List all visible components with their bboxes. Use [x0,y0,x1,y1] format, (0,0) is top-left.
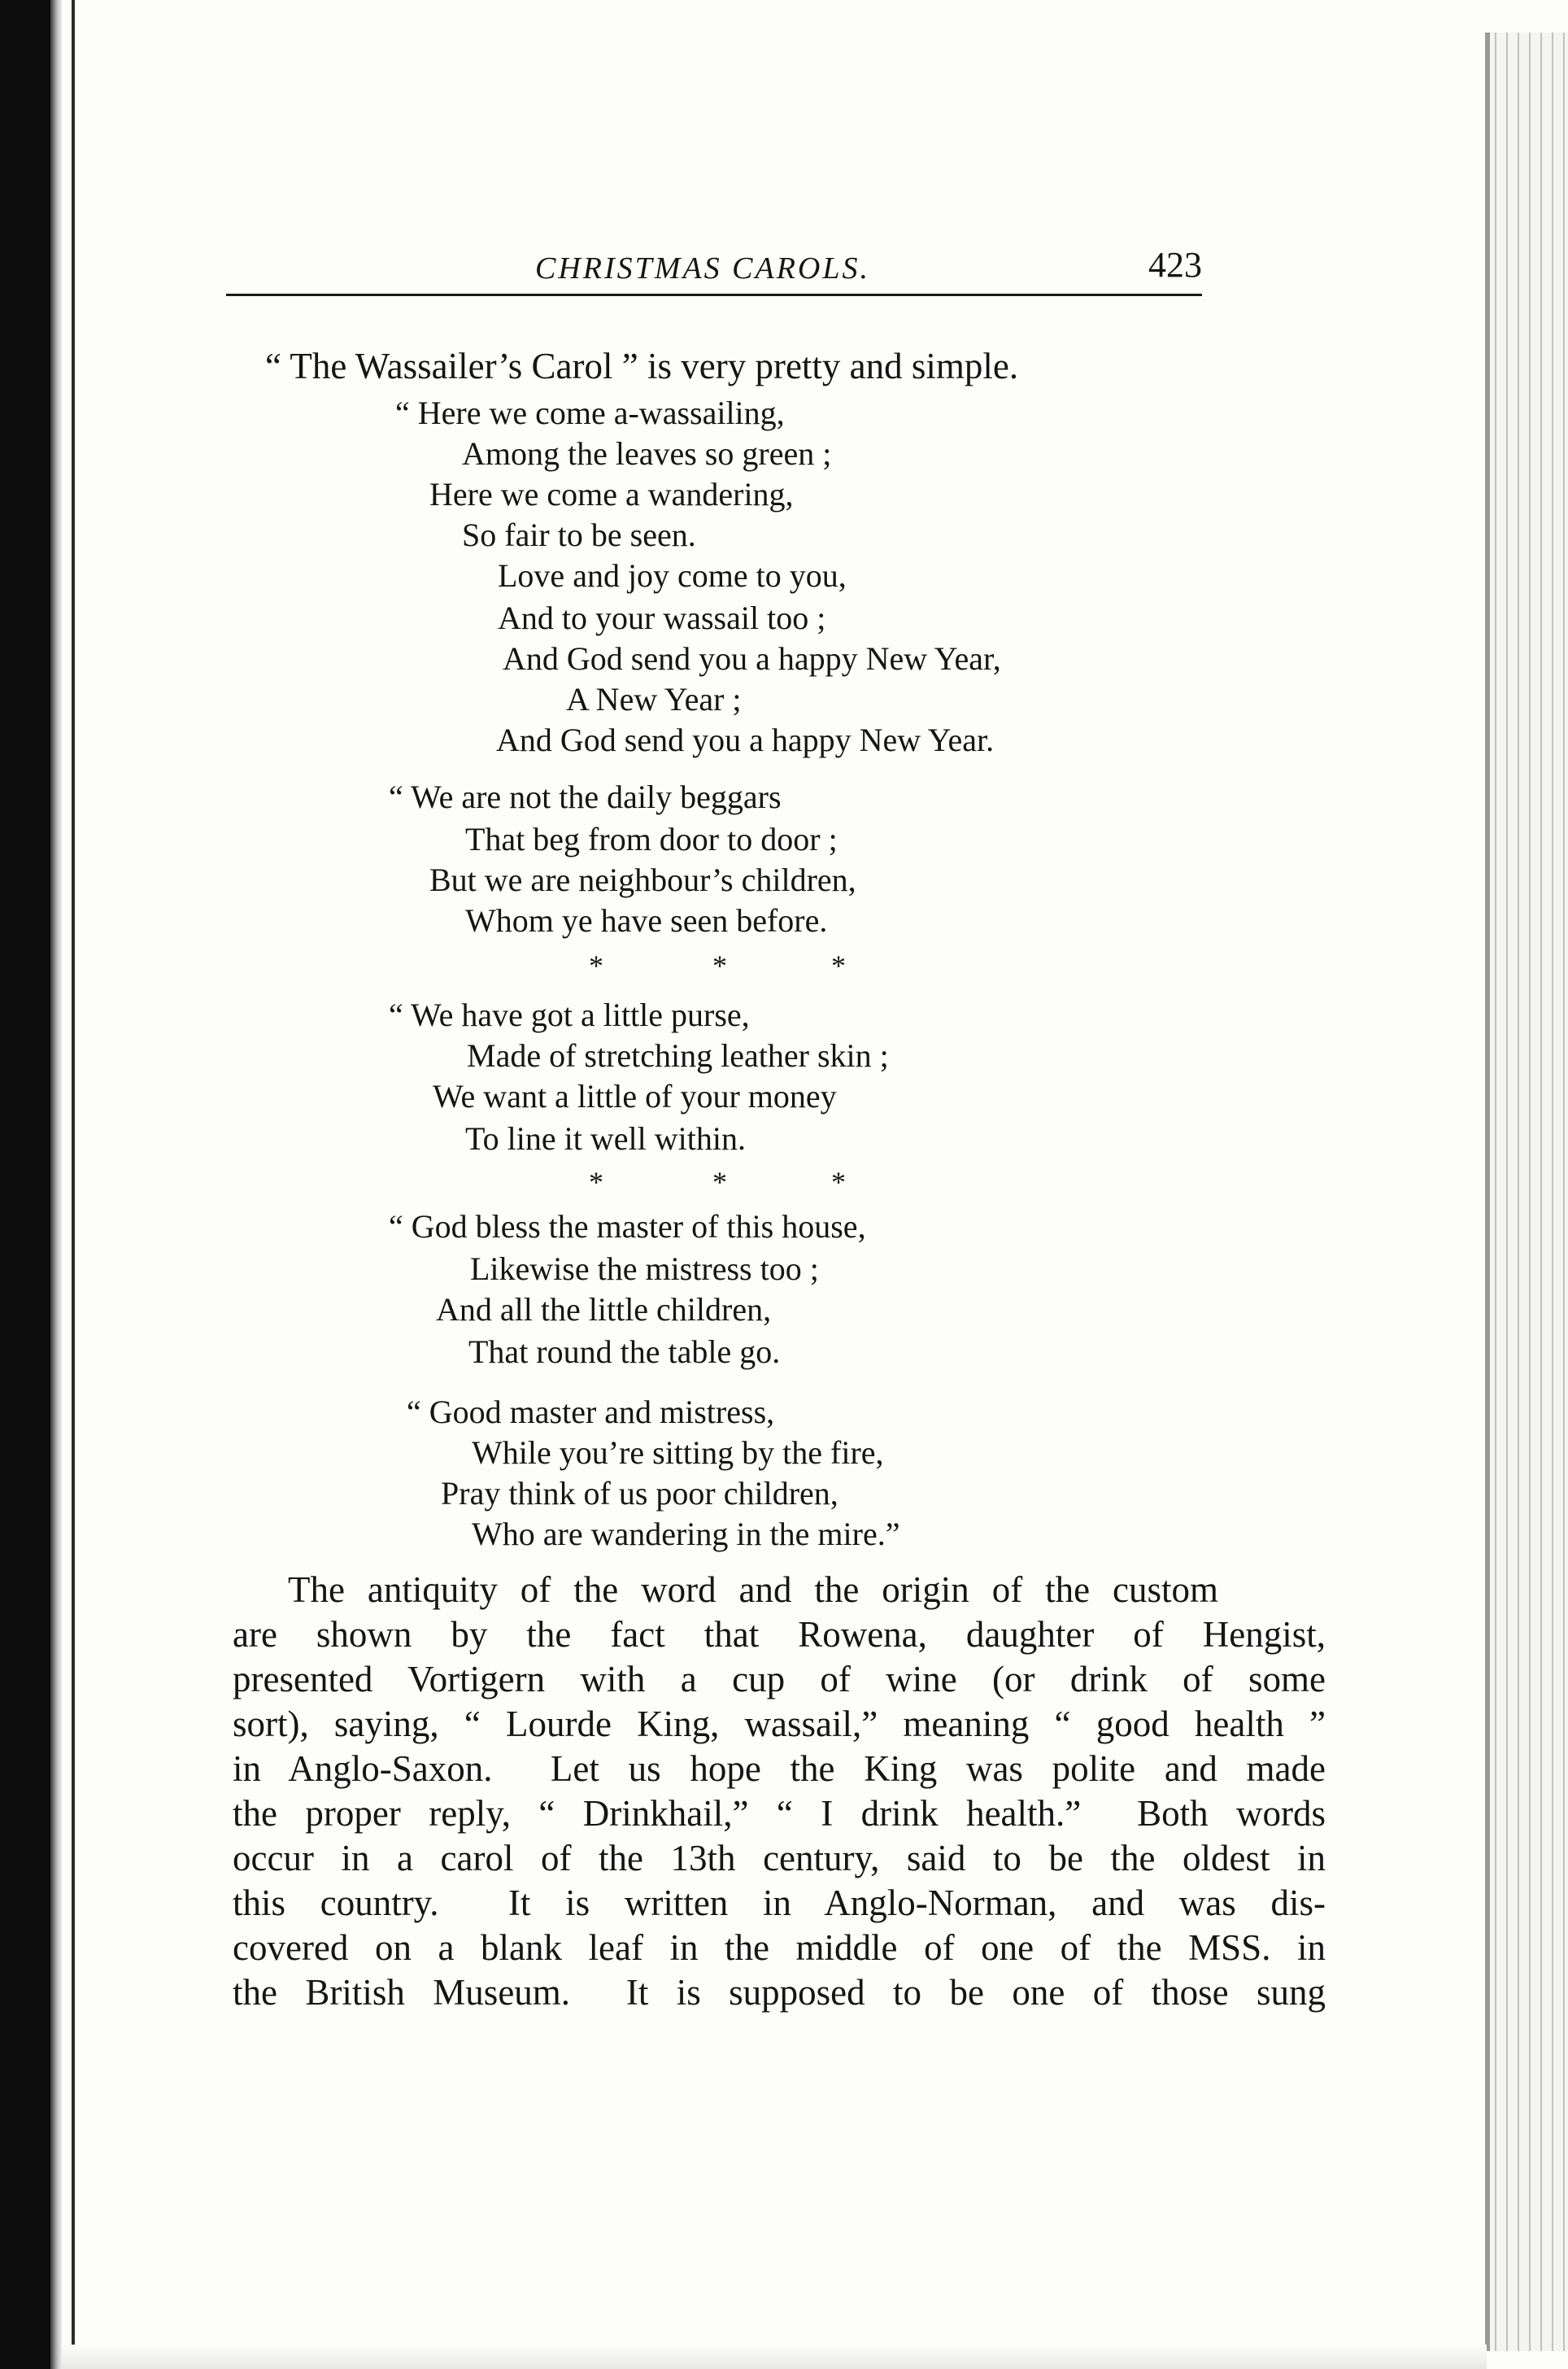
separator-asterisk: * [712,949,727,982]
verse-line: That round the table go. [468,1333,781,1370]
paragraph-line: the British Museum. It is supposed to be one of those sung [233,1972,1326,2013]
verse-line: But we are neighbour’s children, [429,862,856,898]
paragraph-line: are shown by the fact that Rowena, daughter of Hengist, [233,1614,1326,1655]
verse-line: “ We have got a little purse, [389,997,750,1033]
intro-line: “ The Wassailer’s Carol ” is very pretty and simple. [265,346,1019,386]
paragraph-line: presented Vortigern with a cup of wine (or drink of some [233,1659,1326,1699]
verse-line: And God send you a happy New Year, [503,640,1001,677]
verse-line: And all the little children, [436,1291,772,1328]
verse-line: That beg from door to door ; [465,821,838,857]
paragraph-line: occur in a carol of the 13th century, said to be the oldest in [233,1838,1326,1878]
separator-asterisk: * [831,949,846,982]
paragraph-line: The antiquity of the word and the origin of the custom [288,1569,1218,1610]
page-binding-line [72,0,75,2369]
verse-line: We want a little of your money [433,1078,837,1115]
verse-line: While you’re sitting by the fire, [472,1434,884,1471]
page-gutter-shadow [0,0,50,2369]
paragraph-line: in Anglo-Saxon. Let us hope the King was polite and made [233,1748,1326,1789]
verse-line: Among the leaves so green ; [462,435,832,472]
separator-asterisk: * [589,949,603,982]
stanza-separator [589,1165,857,1198]
stanza-separator [589,949,857,981]
paragraph-line: covered on a blank leaf in the middle of one of the MSS. in [233,1927,1326,1968]
verse-line: Pray think of us poor children, [441,1475,838,1512]
separator-asterisk: * [712,1166,727,1198]
verse-line: A New Year ; [566,681,742,718]
verse-line: Whom ye have seen before. [465,902,828,939]
verse-line: Made of stretching leather skin ; [467,1037,889,1074]
page-number: 423 [1148,245,1202,285]
verse-line: Here we come a wandering, [429,476,794,513]
running-head-title: CHRISTMAS CAROLS. [535,251,870,286]
verse-line: “ We are not the daily beggars [389,779,782,815]
verse-line: “ Here we come a-wassailing, [395,395,785,431]
verse-line: Love and joy come to you, [498,557,847,594]
verse-line: “ Good master and mistress, [407,1394,775,1430]
page-stack-edges [1490,33,1568,2351]
verse-line: Who are wandering in the mire.” [472,1516,900,1552]
separator-asterisk: * [589,1166,603,1198]
verse-line: To line it well within. [465,1120,746,1157]
verse-line: And to your wassail too ; [498,600,826,636]
paragraph-line: this country. It is written in Anglo-Norman, and was dis- [233,1883,1326,1923]
verse-line: Likewise the mistress too ; [470,1250,819,1287]
header-rule [226,294,1202,296]
separator-asterisk: * [831,1166,846,1198]
verse-line: So fair to be seen. [462,517,696,553]
page-bottom-shade [62,2345,1487,2369]
page-top-right [1462,0,1568,33]
paragraph-line: sort), saying, “ Lourde King, wassail,” meaning “ good health ” [233,1704,1326,1744]
verse-line: “ God bless the master of this house, [389,1208,866,1245]
running-head [226,233,1202,298]
paragraph-line: the proper reply, “ Drinkhail,” “ I drink health.” Both words [233,1793,1326,1834]
page-gutter-gradient [50,0,62,2369]
verse-line: And God send you a happy New Year. [496,722,995,758]
